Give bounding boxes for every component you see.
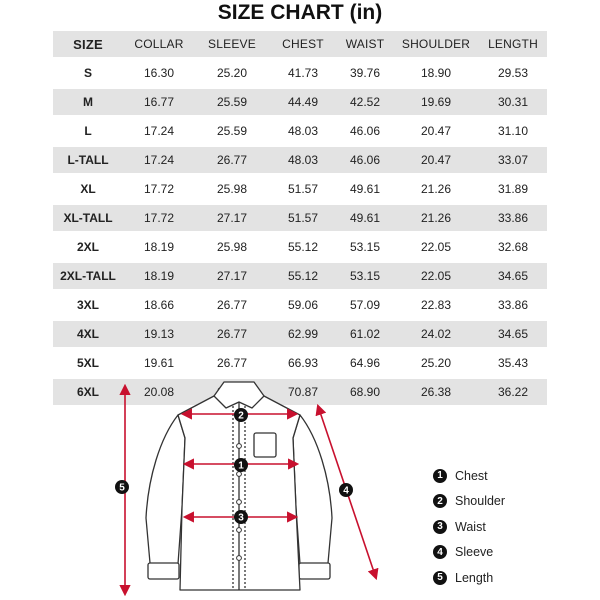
measurement-cell: 19.61 bbox=[123, 350, 195, 379]
measurement-cell: 25.98 bbox=[195, 234, 269, 263]
size-label-cell: 2XL bbox=[53, 234, 123, 263]
measurement-cell: 46.06 bbox=[337, 147, 393, 176]
left-sleeve bbox=[146, 415, 185, 564]
svg-text:3: 3 bbox=[238, 512, 244, 524]
header-sleeve: SLEEVE bbox=[195, 31, 269, 60]
header-chest: CHEST bbox=[269, 31, 337, 60]
size-label-cell: 4XL bbox=[53, 321, 123, 350]
legend-item bbox=[433, 463, 593, 489]
measurement-cell: 30.31 bbox=[479, 89, 547, 118]
measurement-cell: 27.17 bbox=[195, 205, 269, 234]
table-row bbox=[53, 263, 547, 292]
header-waist: WAIST bbox=[337, 31, 393, 60]
measurement-cell: 33.86 bbox=[479, 205, 547, 234]
marker-5 bbox=[115, 480, 129, 494]
measurement-cell: 29.53 bbox=[479, 60, 547, 89]
table-row bbox=[53, 321, 547, 350]
measurement-cell: 66.93 bbox=[269, 350, 337, 379]
measurement-cell: 25.20 bbox=[393, 350, 479, 379]
legend-number-badge: 3 bbox=[433, 520, 447, 534]
svg-text:4: 4 bbox=[343, 485, 349, 497]
measurement-cell: 36.22 bbox=[479, 379, 547, 408]
size-label-cell: 6XL bbox=[53, 379, 123, 408]
measurement-cell: 32.68 bbox=[479, 234, 547, 263]
measurement-cell: 53.15 bbox=[337, 234, 393, 263]
legend-number-badge: 2 bbox=[433, 494, 447, 508]
measurement-cell: 57.09 bbox=[337, 292, 393, 321]
legend-number-badge: 1 bbox=[433, 469, 447, 483]
legend-item bbox=[433, 540, 593, 566]
measurement-cell: 33.07 bbox=[479, 147, 547, 176]
measurement-cell: 55.12 bbox=[269, 234, 337, 263]
measurement-cell: 61.02 bbox=[337, 321, 393, 350]
size-label-cell: S bbox=[53, 60, 123, 89]
measurement-cell: 68.90 bbox=[337, 379, 393, 408]
measurement-cell: 26.77 bbox=[195, 350, 269, 379]
measurement-cell: 62.99 bbox=[269, 321, 337, 350]
measurement-cell: 51.57 bbox=[269, 205, 337, 234]
table-row bbox=[53, 118, 547, 147]
size-label-cell: XL bbox=[53, 176, 123, 205]
measurement-cell: 26.77 bbox=[195, 292, 269, 321]
measurement-cell: 18.19 bbox=[123, 234, 195, 263]
table-row bbox=[53, 60, 547, 89]
pocket bbox=[254, 433, 276, 457]
marker-4 bbox=[339, 483, 353, 497]
measurement-cell: 26.77 bbox=[195, 147, 269, 176]
right-cuff bbox=[299, 563, 330, 579]
measurement-cell: 70.87 bbox=[269, 379, 337, 408]
measurement-cell: 22.83 bbox=[393, 292, 479, 321]
legend-number-badge: 5 bbox=[433, 571, 447, 585]
legend-label: Waist bbox=[455, 519, 486, 534]
svg-text:1: 1 bbox=[238, 460, 244, 472]
measurement-cell: 53.15 bbox=[337, 263, 393, 292]
legend-number-badge: 4 bbox=[433, 545, 447, 559]
size-label-cell: XL-TALL bbox=[53, 205, 123, 234]
measurement-cell: 34.65 bbox=[479, 321, 547, 350]
measurement-cell: 27.17 bbox=[195, 263, 269, 292]
measurement-cell: 20.47 bbox=[393, 147, 479, 176]
table-row bbox=[53, 176, 547, 205]
legend-item bbox=[433, 565, 593, 591]
size-label-cell: 5XL bbox=[53, 350, 123, 379]
measurement-cell: 34.65 bbox=[479, 263, 547, 292]
measurement-cell: 48.03 bbox=[269, 118, 337, 147]
measurement-cell: 18.66 bbox=[123, 292, 195, 321]
size-label-cell: L-TALL bbox=[53, 147, 123, 176]
measurement-cell: 41.73 bbox=[269, 60, 337, 89]
size-label-cell: 2XL-TALL bbox=[53, 263, 123, 292]
marker-1 bbox=[234, 458, 248, 472]
measurement-cell: 16.77 bbox=[123, 89, 195, 118]
measurement-cell: 17.72 bbox=[123, 205, 195, 234]
measurement-cell: 44.49 bbox=[269, 89, 337, 118]
measurement-cell: 42.52 bbox=[337, 89, 393, 118]
measurement-cell: 46.06 bbox=[337, 118, 393, 147]
measurement-cell: 22.05 bbox=[393, 234, 479, 263]
legend-item bbox=[433, 489, 593, 515]
legend-label: Length bbox=[455, 570, 494, 585]
measurement-cell: 48.03 bbox=[269, 147, 337, 176]
marker-2 bbox=[234, 408, 248, 422]
table-row bbox=[53, 147, 547, 176]
measurement-cell: 17.72 bbox=[123, 176, 195, 205]
measurement-cell: 59.06 bbox=[269, 292, 337, 321]
legend-label: Chest bbox=[455, 468, 488, 483]
size-label-cell: M bbox=[53, 89, 123, 118]
svg-text:5: 5 bbox=[119, 482, 125, 494]
measurement-cell: 55.12 bbox=[269, 263, 337, 292]
size-label-cell: 3XL bbox=[53, 292, 123, 321]
measurement-cell: 17.24 bbox=[123, 147, 195, 176]
header-collar: COLLAR bbox=[123, 31, 195, 60]
measurement-cell: 25.59 bbox=[195, 89, 269, 118]
measurement-cell: 31.89 bbox=[479, 176, 547, 205]
header-size: SIZE bbox=[53, 31, 123, 60]
measurement-cell: 35.43 bbox=[479, 350, 547, 379]
table-row bbox=[53, 350, 547, 379]
measurement-cell: 18.19 bbox=[123, 263, 195, 292]
measurement-cell: 20.08 bbox=[123, 379, 195, 408]
table-header-row bbox=[53, 31, 547, 60]
measurement-cell: 33.86 bbox=[479, 292, 547, 321]
header-shoulder: SHOULDER bbox=[393, 31, 479, 60]
size-table bbox=[53, 31, 547, 408]
measurement-cell: 31.10 bbox=[479, 118, 547, 147]
table-row bbox=[53, 292, 547, 321]
measurement-cell: 25.98 bbox=[195, 176, 269, 205]
right-sleeve bbox=[293, 415, 332, 564]
marker-3 bbox=[234, 510, 248, 524]
measurement-cell: 16.30 bbox=[123, 60, 195, 89]
legend-label: Sleeve bbox=[455, 545, 494, 560]
measurement-cell: 17.24 bbox=[123, 118, 195, 147]
measurement-cell: 25.20 bbox=[195, 60, 269, 89]
measurement-cell: 64.96 bbox=[337, 350, 393, 379]
measurement-cell: 21.26 bbox=[393, 205, 479, 234]
measurement-cell: 21.26 bbox=[393, 176, 479, 205]
table-row bbox=[53, 234, 547, 263]
svg-text:2: 2 bbox=[238, 410, 244, 422]
measurement-cell: 18.90 bbox=[393, 60, 479, 89]
measurement-cell: 24.02 bbox=[393, 321, 479, 350]
measurement-cell: 51.57 bbox=[269, 176, 337, 205]
left-cuff bbox=[148, 563, 179, 579]
size-label-cell: L bbox=[53, 118, 123, 147]
measurement-cell: 19.13 bbox=[123, 321, 195, 350]
measurement-cell: 25.59 bbox=[195, 118, 269, 147]
table-row bbox=[53, 205, 547, 234]
measurement-cell: 39.76 bbox=[337, 60, 393, 89]
measurement-cell: 26.38 bbox=[393, 379, 479, 408]
measurement-cell: 49.61 bbox=[337, 205, 393, 234]
measurement-cell: 19.69 bbox=[393, 89, 479, 118]
measurement-cell: 22.05 bbox=[393, 263, 479, 292]
measurement-legend bbox=[433, 463, 593, 591]
legend-label: Shoulder bbox=[455, 494, 506, 509]
measurement-cell: 49.61 bbox=[337, 176, 393, 205]
measurement-cell: 26.77 bbox=[195, 321, 269, 350]
measurement-cell: 20.47 bbox=[393, 118, 479, 147]
legend-item bbox=[433, 514, 593, 540]
table-row bbox=[53, 89, 547, 118]
page-title: SIZE CHART (in) bbox=[217, 1, 383, 24]
header-length: LENGTH bbox=[479, 31, 547, 60]
